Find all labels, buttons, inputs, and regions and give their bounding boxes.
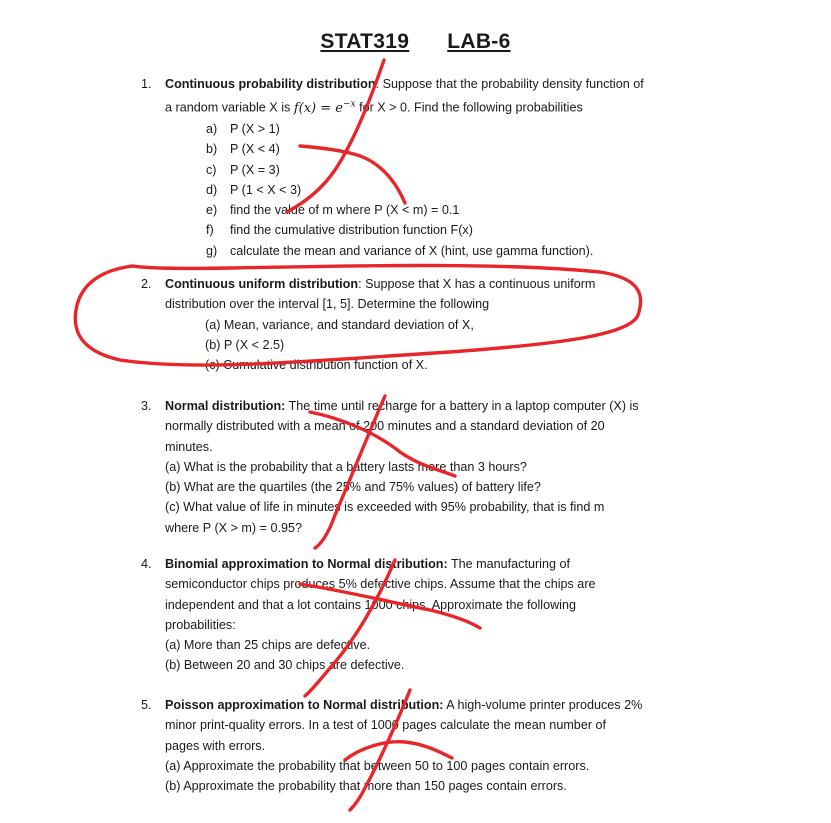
question-text: : Suppose that X has a continuous uniform [358,277,596,291]
question-text: distribution over the interval [1, 5]. Determine the following [165,297,490,312]
question-text: A high-volume printer produces 2% [443,698,643,712]
sub-item: (c) Cumulative distribution function of X. [205,358,428,373]
sub-item: b) P (X < 4) [206,142,280,157]
sub-item: c) P (X = 3) [206,162,280,177]
sub-item: f) find the cumulative distribution function F(x) [206,223,473,238]
question-number: 2. [141,277,152,291]
sub-item: (a) What is the probability that a battery lasts more than 3 hours? [165,459,527,474]
sub-item: (b) What are the quartiles (the 25% and 75% values) of battery life? [165,480,541,495]
sub-item: (b) P (X < 2.5) [205,337,285,352]
course-code: STAT319 [320,30,410,53]
question-heading: Binomial approximation to Normal distribution: [165,557,448,571]
question-text: The time until recharge for a battery in a laptop computer (X) is [285,399,639,413]
sub-item: g) calculate the mean and variance of X (hint, use gamma function). [206,243,594,258]
pdf-formula: $f(x) = e^{-x}$ [293,99,356,116]
question-number: 5. [141,698,152,712]
question-text: semiconductor chips produces 5% defective chips. Assume that the chips are [165,577,596,592]
question-text: where P (X > m) = 0.95? [165,520,302,535]
sub-item: (a) Approximate the probability that between 50 to 100 pages contain errors. [165,758,590,773]
question-heading: Continuous uniform distribution [165,277,359,291]
question-heading: Poisson approximation to Normal distribution: [165,698,444,712]
question-text: normally distributed with a mean of 200 minutes and a standard deviation of 20 [165,419,605,434]
question-number: 1. [141,77,152,91]
question-text: pages with errors. [165,738,266,753]
question-heading: Normal distribution: [165,399,286,413]
question-text: independent and that a lot contains 1000 chips. Approximate the following [165,597,576,612]
question-heading: Continuous probability distribution [165,77,376,91]
sub-item: e) find the value of m where P (X < m) = 0.1 [206,203,460,218]
sub-item: (a) More than 25 chips are defective. [165,638,371,653]
lab-number: LAB-6 [447,30,511,53]
question-number: 4. [141,557,152,571]
question-text: : Suppose that the probability density function of [375,77,644,91]
question-text: for X > 0. Find the following probabilities [355,100,583,115]
sub-item: (c) What value of life in minutes is exceeded with 95% probability, that is find m [165,500,605,515]
question-text: The manufacturing of [447,557,570,571]
sub-item: (b) Between 20 and 30 chips are defective. [165,658,405,673]
sub-item: (b) Approximate the probability that more than 150 pages contain errors. [165,779,567,794]
question-text: a random variable X is [165,100,294,115]
sub-item: a) P (X > 1) [206,121,280,136]
question-text: minor print-quality errors. In a test of 1000 pages calculate the mean number of [165,718,607,733]
page-title [0,30,831,54]
sub-item: (a) Mean, variance, and standard deviation of X, [205,317,474,332]
question-number: 3. [141,399,152,413]
question-text: probabilities: [165,617,236,632]
question-text: minutes. [165,439,213,454]
sub-item: d) P (1 < X < 3) [206,182,302,197]
